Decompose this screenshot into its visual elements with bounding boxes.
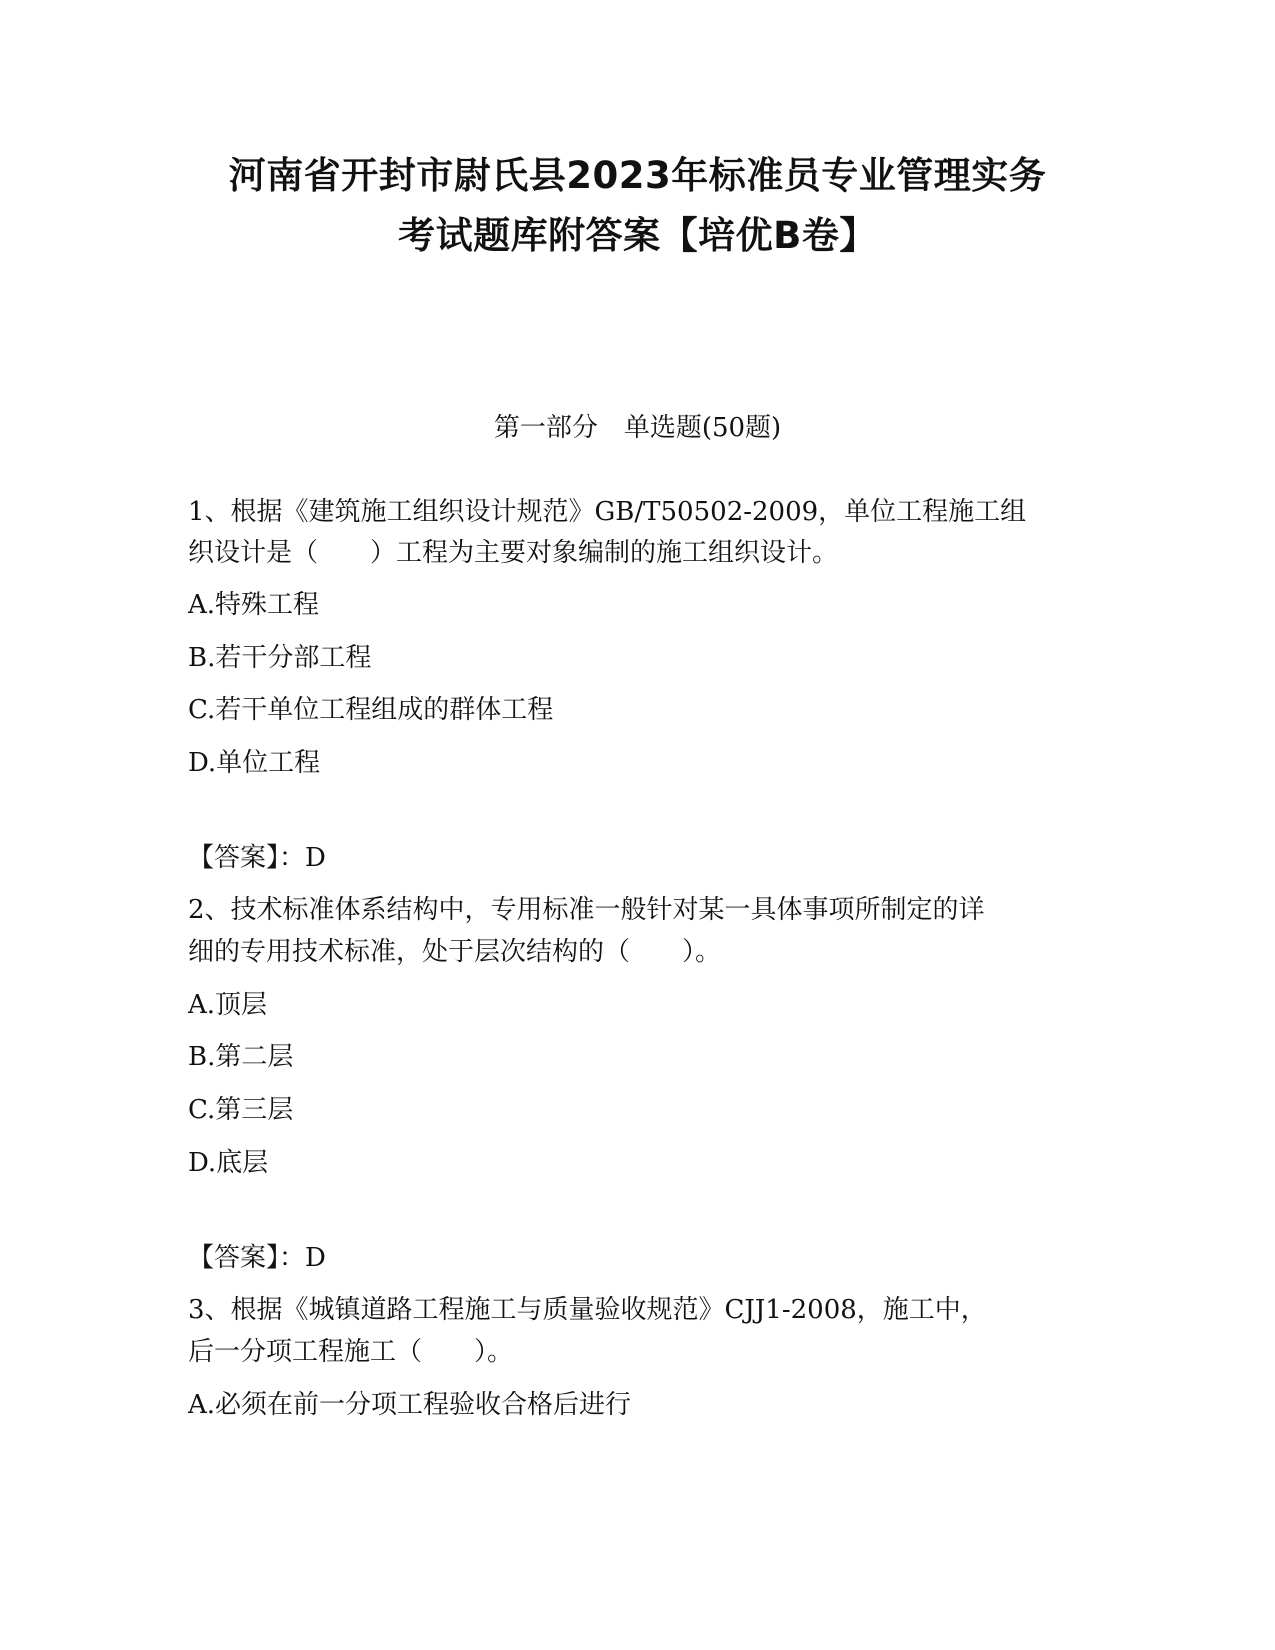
section-heading: 第一部分 单选题(50题) (493, 413, 782, 443)
question-2-stem-line-2: 细的专用技术标准，处于层次结构的（ ）。 (188, 937, 722, 967)
question-1-option-c: C.若干单位工程组成的群体工程 (188, 695, 554, 725)
question-1-answer: 【答案】：D (188, 843, 326, 873)
document-title-line-1: 河南省开封市尉氏县2023年标准员专业管理实务 (228, 154, 1047, 197)
question-2-answer: 【答案】：D (188, 1243, 326, 1273)
question-2-option-b: B.第二层 (188, 1042, 294, 1072)
question-1-option-b: B.若干分部工程 (188, 643, 372, 673)
question-1-stem-line-1: 1、根据《建筑施工组织设计规范》GB/T50502-2009，单位工程施工组 (188, 497, 1027, 527)
document-title-line-2: 考试题库附答案【培优B卷】 (398, 214, 877, 257)
question-1-stem-line-2: 织设计是（ ）工程为主要对象编制的施工组织设计。 (188, 538, 839, 568)
question-2-option-d: D.底层 (188, 1148, 269, 1178)
question-1-option-d: D.单位工程 (188, 748, 321, 778)
question-3-stem-line-1: 3、根据《城镇道路工程施工与质量验收规范》CJJ1-2008，施工中， (188, 1295, 987, 1325)
question-2-option-a: A.顶层 (188, 990, 268, 1020)
question-2-stem-line-1: 2、技术标准体系结构中，专用标准一般针对某一具体事项所制定的详 (188, 895, 985, 925)
question-3-stem-line-2: 后一分项工程施工（ ）。 (188, 1337, 514, 1367)
question-2-option-c: C.第三层 (188, 1095, 294, 1125)
question-3-option-a: A.必须在前一分项工程验收合格后进行 (188, 1390, 632, 1420)
question-1-option-a: A.特殊工程 (188, 590, 320, 620)
